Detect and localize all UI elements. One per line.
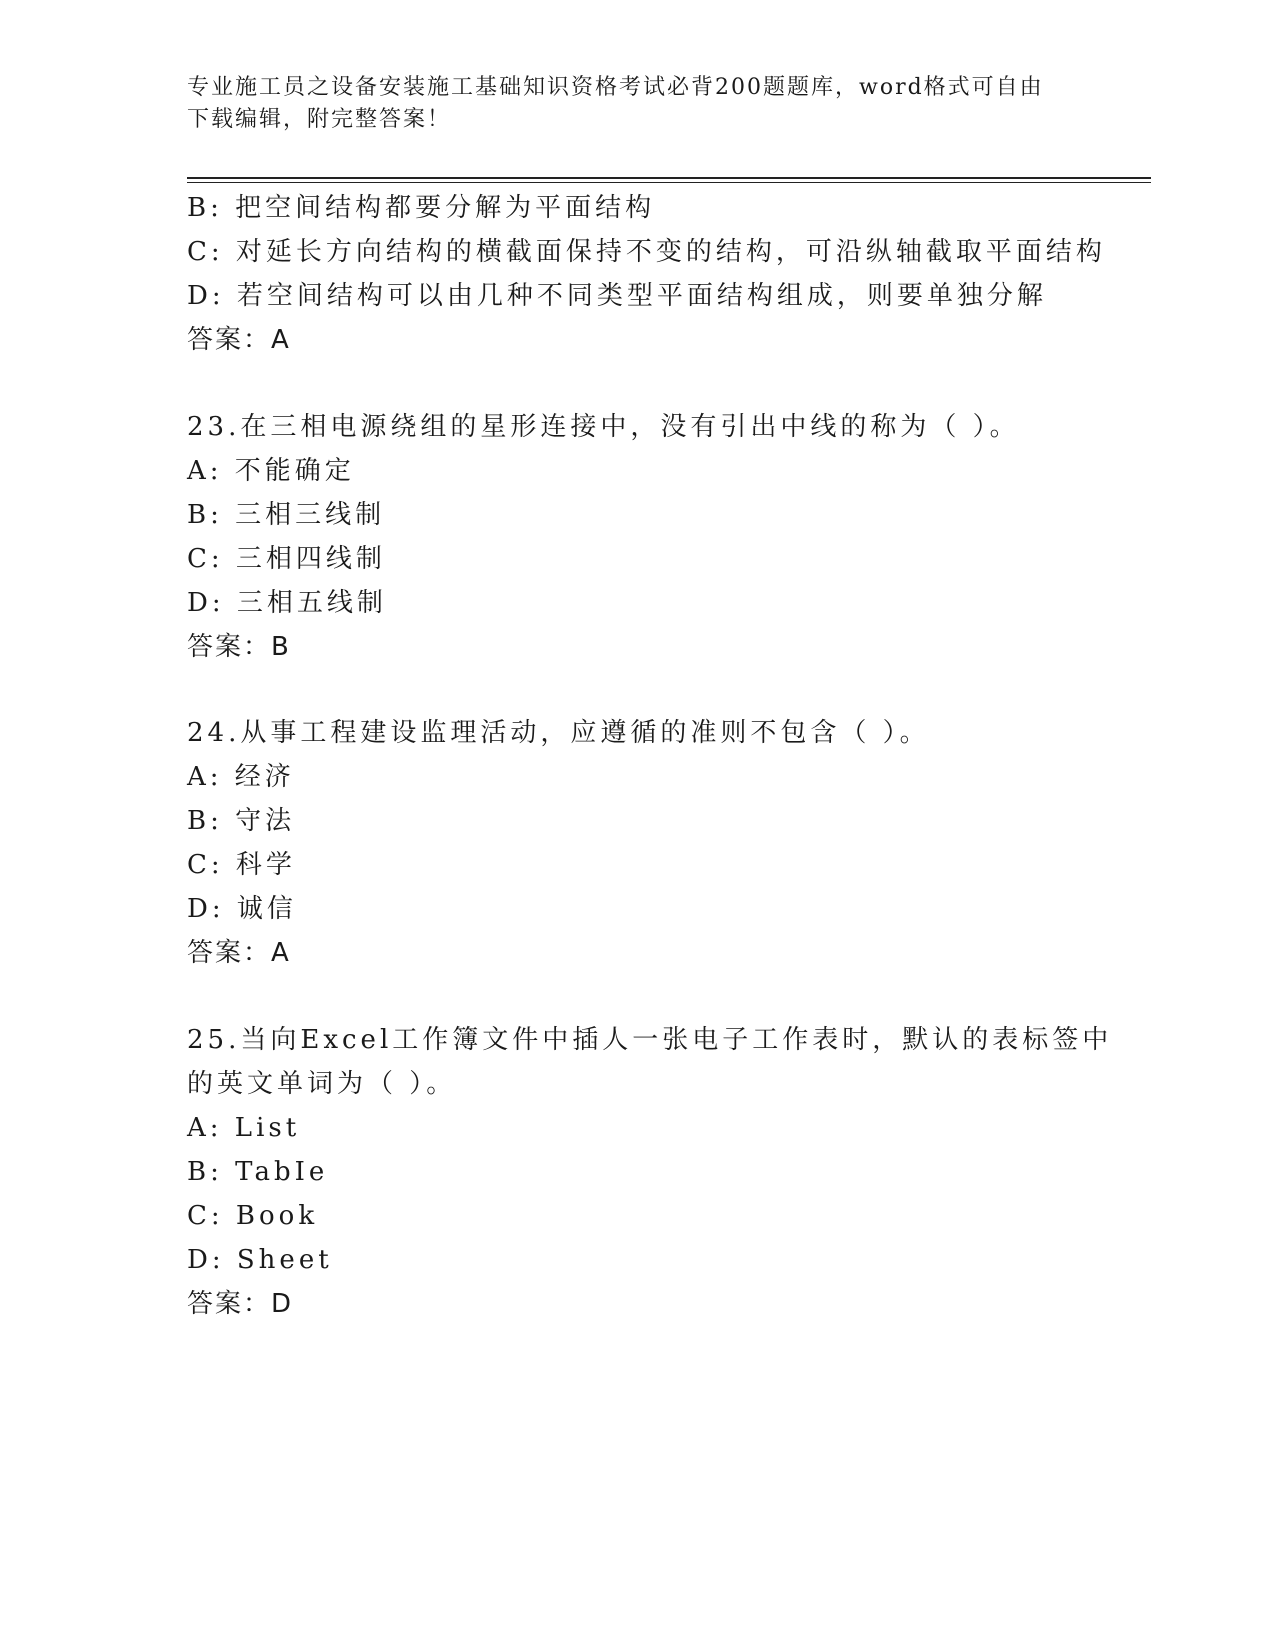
prev-option-b: B: 把空间结构都要分解为平面结构 bbox=[187, 193, 656, 223]
question-23-option-b: B: 三相三线制 bbox=[187, 500, 386, 530]
question-24-option-d: D: 诚信 bbox=[187, 894, 297, 924]
question-23-option-d: D: 三相五线制 bbox=[187, 588, 387, 618]
question-23-option-c: C: 三相四线制 bbox=[187, 544, 386, 574]
question-23-stem: 23.在三相电源绕组的星形连接中，没有引出中线的称为（ ）。 bbox=[187, 412, 1020, 442]
document-header bbox=[187, 72, 1067, 136]
question-25-option-d: D: Sheet bbox=[187, 1245, 333, 1275]
header-line-2: 下载编辑，附完整答案！ bbox=[187, 107, 452, 132]
question-25-option-a: A: List bbox=[187, 1113, 301, 1143]
question-25-stem-line-1: 25.当向Excel工作簿文件中插人一张电子工作表时，默认的表标签中 bbox=[187, 1025, 1113, 1055]
header-line-1: 专业施工员之设备安装施工基础知识资格考试必背200题题库，word格式可自由 bbox=[187, 75, 1044, 100]
question-23-option-a: A: 不能确定 bbox=[187, 456, 355, 486]
question-25-answer: 答案：D bbox=[187, 1289, 294, 1319]
question-24-option-b: B: 守法 bbox=[187, 806, 296, 836]
question-24-stem: 24.从事工程建设监理活动，应遵循的准则不包含（ ）。 bbox=[187, 718, 930, 748]
question-24-option-c: C: 科学 bbox=[187, 850, 296, 880]
header-divider-thin bbox=[187, 182, 1151, 183]
prev-answer: 答案：A bbox=[187, 325, 291, 355]
question-24-option-a: A: 经济 bbox=[187, 762, 295, 792]
prev-option-c: C: 对延长方向结构的横截面保持不变的结构，可沿纵轴截取平面结构 bbox=[187, 237, 1106, 267]
header-divider-thick bbox=[187, 177, 1151, 179]
question-23-answer: 答案：B bbox=[187, 632, 291, 662]
question-24-answer: 答案：A bbox=[187, 938, 291, 968]
question-25-option-b: B: TabIe bbox=[187, 1157, 329, 1187]
question-25-option-c: C: Book bbox=[187, 1201, 319, 1231]
prev-option-d: D: 若空间结构可以由几种不同类型平面结构组成，则要单独分解 bbox=[187, 281, 1047, 311]
question-25-stem-line-2: 的英文单词为（ ）。 bbox=[187, 1069, 457, 1099]
